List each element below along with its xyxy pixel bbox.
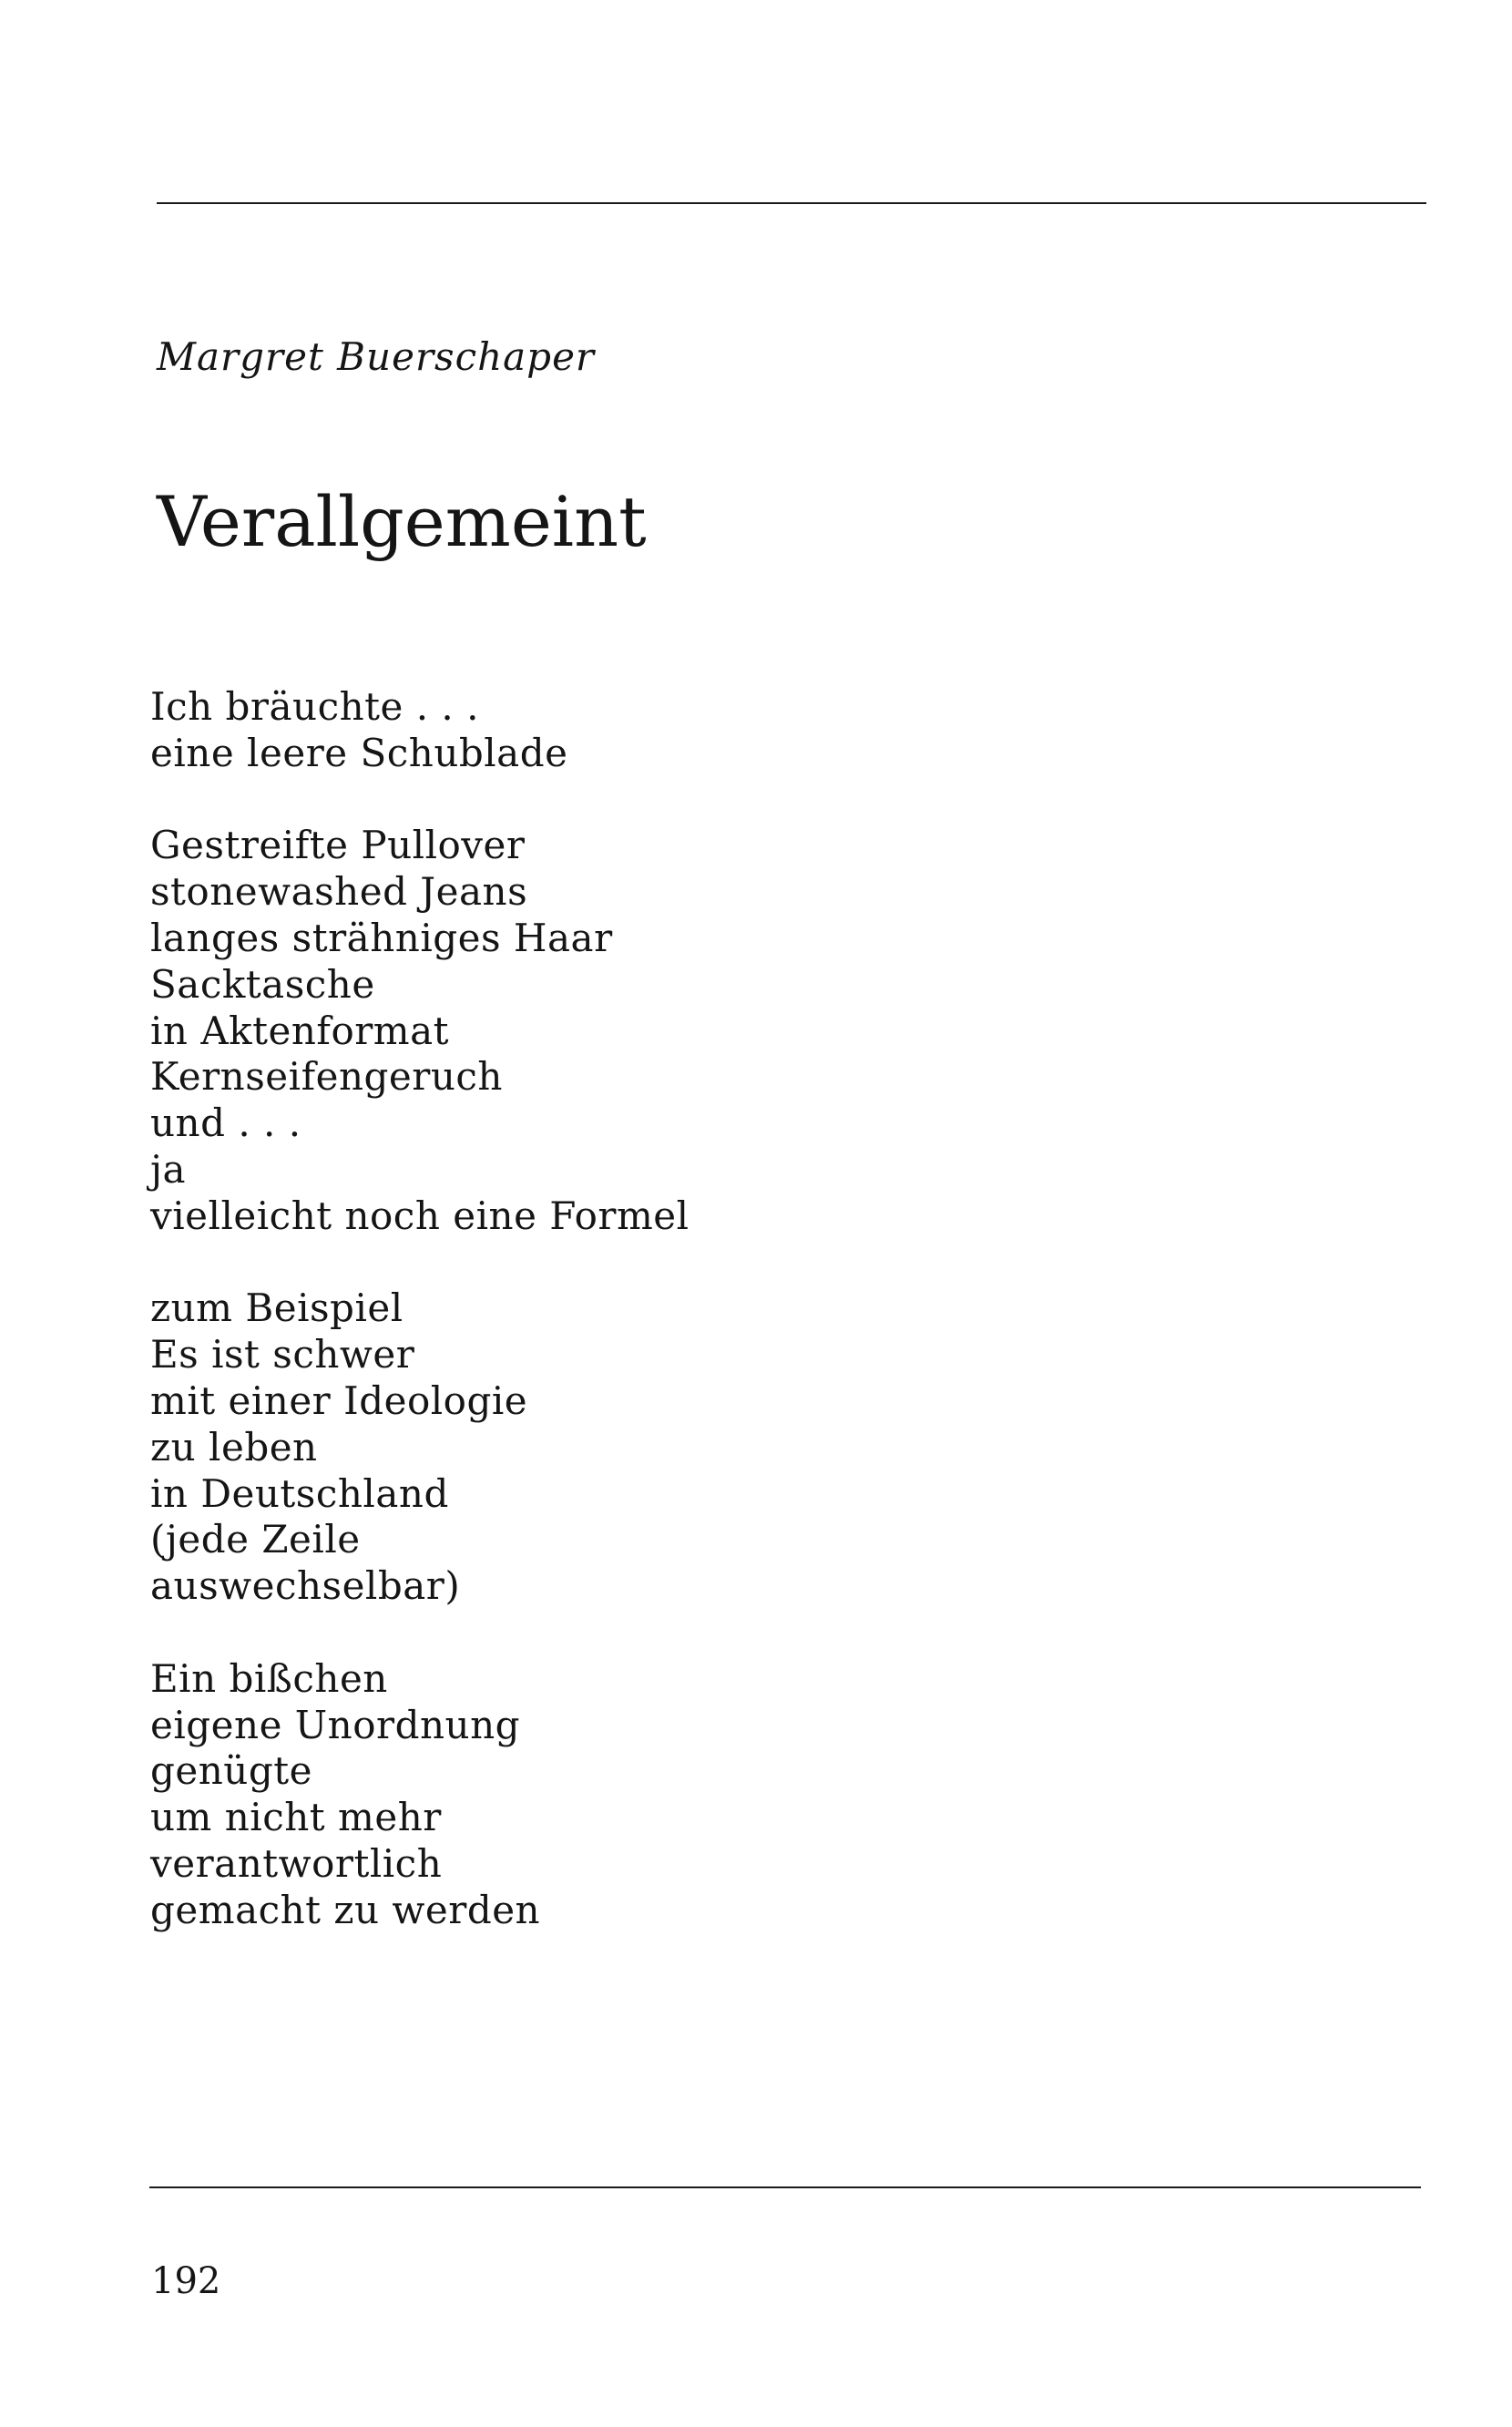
bottom-rule [149,2186,1421,2188]
poem-line: in Aktenformat [150,1008,450,1053]
poem-line: langes strähniges Haar [150,915,613,960]
poem-line: Es ist schwer [150,1332,415,1377]
poem-line: Ich bräuchte . . . [150,684,479,729]
poem-line: Sacktasche [150,961,375,1007]
poem-line: eigene Unordnung [150,1702,521,1747]
poem-line: auswechselbar) [150,1563,461,1609]
poem-line: stonewashed Jeans [150,869,528,915]
author-name: Margret Buerschaper [157,334,595,379]
stanza-4 [150,1656,970,1934]
top-rule [157,202,1426,204]
poem-line: gemacht zu werden [150,1887,541,1932]
poem-line: (jede Zeile [150,1517,361,1562]
stanza-2 [150,823,970,1239]
page-number: 192 [151,2260,221,2302]
poem-line: Gestreifte Pullover [150,823,526,868]
poem-line: um nicht mehr [150,1795,442,1840]
poem-line: eine leere Schublade [150,730,568,775]
poem-line: zu leben [150,1424,318,1470]
poem-line: zum Beispiel [150,1285,404,1331]
poem-line: ja [150,1146,187,1192]
poem-line: Ein bißchen [150,1655,388,1701]
poem-line: verantwortlich [150,1840,443,1886]
stanza-3 [150,1285,970,1610]
poem-title: Verallgemeint [157,481,647,562]
stanza-1 [150,684,970,777]
poem-line: genügte [150,1748,312,1794]
poem-line: mit einer Ideologie [150,1377,528,1423]
poem-line: und . . . [150,1101,301,1146]
poem-line: vielleicht noch eine Formel [150,1193,690,1238]
poem-line: Kernseifengeruch [150,1054,503,1100]
poem-line: in Deutschland [150,1470,449,1516]
poem-body [150,684,970,1934]
